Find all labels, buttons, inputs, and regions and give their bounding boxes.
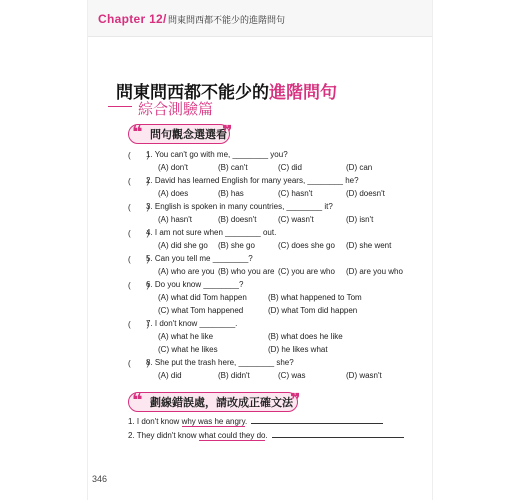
option: (B) can't [218, 163, 248, 172]
option: (C) did [278, 163, 303, 172]
book-page [88, 0, 432, 500]
option: (C) does she go [278, 241, 335, 250]
correction-suffix: . [265, 431, 268, 440]
answer-paren[interactable]: ( ) [128, 255, 150, 264]
question-item [128, 150, 428, 176]
option: (D) what Tom did happen [268, 306, 358, 315]
question-stem: 5. Can you tell me ________? [146, 254, 253, 263]
answer-paren[interactable]: ( ) [128, 203, 150, 212]
option: (C) wasn't [278, 215, 314, 224]
question-stem: 3. English is spoken in many countries, ________ it? [146, 202, 333, 211]
option: (D) isn't [346, 215, 374, 224]
option: (D) doesn't [346, 189, 385, 198]
title-plain: 問東問西都不能少的 [116, 83, 269, 102]
option: (A) did [158, 371, 182, 380]
option: (D) are you who [346, 267, 403, 276]
chapter-label: Chapter 12/ [98, 12, 167, 26]
question-item [128, 202, 428, 228]
title-highlight: 進階問句 [269, 83, 337, 102]
option: (B) what happened to Tom [268, 293, 362, 302]
option: (D) wasn't [346, 371, 382, 380]
option: (B) didn't [218, 371, 250, 380]
option: (A) what did Tom happen [158, 293, 247, 302]
option: (B) she go [218, 241, 255, 250]
option: (B) what does he like [268, 332, 343, 341]
answer-paren[interactable]: ( ) [128, 281, 150, 290]
correction-suffix: . [245, 417, 248, 426]
section-heading-choice [128, 124, 246, 146]
section-label: 劃線錯誤處，請改成正確文法 [150, 397, 293, 409]
question-item [128, 176, 428, 202]
option: (C) what he likes [158, 345, 218, 354]
correction-prefix: 2. They didn't know [128, 431, 199, 440]
section-heading-correction [128, 392, 318, 414]
question-list [128, 150, 428, 384]
page-subtitle [110, 98, 213, 119]
option: (C) what Tom happened [158, 306, 244, 315]
question-stem: 8. She put the trash here, ________ she? [146, 358, 294, 367]
option: (A) don't [158, 163, 188, 172]
question-item [128, 319, 428, 358]
question-item [128, 280, 428, 319]
correction-list [128, 416, 404, 444]
correction-prefix: 1. I don't know [128, 417, 182, 426]
answer-paren[interactable]: ( ) [128, 177, 150, 186]
answer-paren[interactable]: ( ) [128, 320, 150, 329]
question-item [128, 254, 428, 280]
question-stem: 1. You can't go with me, ________ you? [146, 150, 288, 159]
underlined-error: why was he angry [181, 417, 245, 426]
chapter-header [88, 0, 432, 37]
answer-paren[interactable]: ( ) [128, 151, 150, 160]
question-stem: 6. Do you know ________? [146, 280, 244, 289]
option: (C) you are who [278, 267, 335, 276]
page-number: 346 [92, 474, 108, 484]
answer-line[interactable] [272, 430, 404, 438]
option: (D) she went [346, 241, 392, 250]
option: (C) hasn't [278, 189, 313, 198]
option: (B) doesn't [218, 215, 257, 224]
answer-line[interactable] [251, 416, 383, 424]
close-quote-icon: ❞ [290, 390, 301, 411]
option: (A) hasn't [158, 215, 192, 224]
chapter-subtitle: 問東問西都不能少的進階問句 [168, 15, 286, 25]
question-stem: 4. I am not sure when ________ out. [146, 228, 277, 237]
question-item [128, 358, 428, 384]
question-item [128, 228, 428, 254]
correction-item [128, 430, 404, 444]
option: (A) who are you [158, 267, 215, 276]
option: (D) can [346, 163, 373, 172]
correction-item [128, 416, 404, 430]
underlined-error: what could they do [198, 431, 266, 440]
option: (A) what he like [158, 332, 214, 341]
option: (B) has [218, 189, 244, 198]
subtitle-text: 綜合測驗篇 [138, 101, 214, 118]
question-stem: 7. I don't know ________. [146, 319, 238, 328]
open-quote-icon: ❝ [132, 122, 143, 143]
option: (D) he likes what [268, 345, 328, 354]
option: (C) was [278, 371, 306, 380]
answer-paren[interactable]: ( ) [128, 359, 150, 368]
option: (A) did she go [158, 241, 208, 250]
section-label: 問句觀念選選看 [150, 129, 227, 141]
question-stem: 2. David has learned English for many years, ________ he? [146, 176, 359, 185]
option: (A) does [158, 189, 189, 198]
close-quote-icon: ❞ [222, 122, 233, 143]
open-quote-icon: ❝ [132, 390, 143, 411]
option: (B) who you are [218, 267, 275, 276]
answer-paren[interactable]: ( ) [128, 229, 150, 238]
